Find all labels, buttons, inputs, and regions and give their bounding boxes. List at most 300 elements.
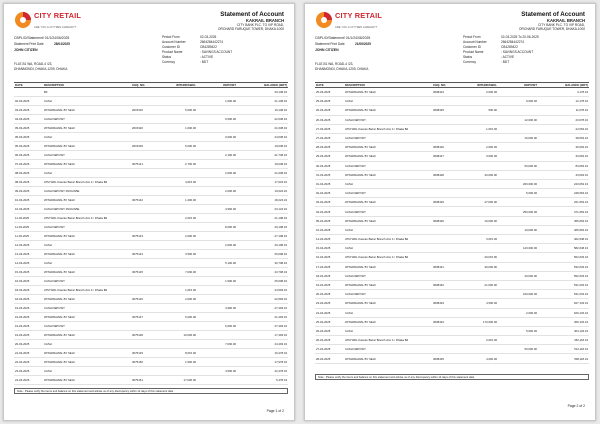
- cell-deposit: 9,000.00: [526, 99, 537, 104]
- branch-name: KAKRAIL BRANCH: [546, 18, 585, 23]
- cell-balance: 21,738.43: [274, 153, 287, 157]
- info-value: : BDT: [200, 59, 209, 64]
- cell-withdrawal: 30,000.00: [484, 264, 497, 269]
- info-label: Customer ID: [162, 44, 180, 49]
- cell-withdrawal: 17,000.00: [183, 378, 196, 382]
- info-row: [463, 60, 591, 65]
- cell-date: 28-03-2025: [316, 145, 331, 150]
- cell-date: 24-04-2025: [316, 310, 331, 315]
- cell-description: WITHDRAWAL BY SELF: [345, 264, 377, 269]
- cell-deposit: 1,900.00: [225, 279, 236, 283]
- info-label: Product Name: [162, 49, 183, 54]
- table-row: [315, 354, 589, 363]
- table-row: [315, 217, 589, 226]
- table-row: [315, 97, 589, 106]
- info-value: 02-03-2025 To 20-06-2025: [501, 35, 539, 39]
- table-row: [14, 178, 288, 187]
- city-retail-logo: [14, 11, 84, 31]
- cell-date: 27-04-2025: [316, 347, 331, 352]
- info-value: 21/06/2025: [355, 42, 371, 46]
- branch-address-line: CITY BANK PLC. TO VIP ROAD,: [237, 23, 284, 27]
- cell-description: WITHDRAWAL BY SELF: [44, 378, 76, 382]
- table-row: [14, 232, 288, 241]
- account-info-block: [162, 35, 290, 64]
- cell-withdrawal: 1,015.00: [486, 126, 497, 131]
- info-value: 2664284442274: [501, 39, 525, 44]
- logo-mark-icon: [315, 11, 333, 29]
- cell-balance: 17,493.43: [274, 333, 287, 337]
- cell-date: 10-04-2025: [316, 227, 331, 232]
- table-row: [14, 349, 288, 358]
- table-row: [14, 88, 288, 97]
- cell-balance: 471,663.43: [574, 209, 588, 214]
- cell-description: ATM WDL Kawran Bazar Branch Atm 1> Dhaka Bd: [345, 126, 409, 131]
- cell-description: WITHDRAWAL BY SELF: [44, 360, 76, 364]
- cell-date: 02-03-2025: [15, 99, 30, 103]
- cell-balance: 462,118.43: [574, 338, 588, 343]
- cell-description: CASH DEPOSIT: [44, 153, 65, 157]
- table-row: [14, 169, 288, 178]
- cell-description: CASH: [44, 261, 52, 265]
- cell-date: 03-04-2025: [316, 200, 331, 205]
- cell-deposit: 120,000.00: [523, 246, 537, 251]
- cell-balance: 36,663.43: [575, 145, 588, 150]
- cell-balance: 27,493.43: [274, 306, 287, 310]
- cell-description: CASH DEPOSIT: [44, 117, 65, 121]
- cell-balance: 16,478.43: [274, 351, 287, 355]
- cell-description: WITHDRAWAL BY SELF: [44, 108, 76, 112]
- table-row: [315, 253, 589, 262]
- cell-date: 23-03-2025: [15, 369, 30, 373]
- cell-balance: 562,633.43: [574, 255, 588, 260]
- cell-description: WITHDRAWAL BY SELF: [345, 154, 377, 159]
- cell-description: ATM WDL Kawran Bazar Branch Atm 1> Dhaka Bd: [345, 255, 409, 260]
- info-value: : BDT: [501, 59, 510, 64]
- cell-description: CASH DEPOSIT: [345, 117, 366, 122]
- cell-balance: 3,178.43: [577, 90, 588, 95]
- cell-description: CASH DEPOSIT: [44, 324, 65, 328]
- cell-deposit: 10,000.00: [524, 227, 537, 232]
- table-row: [14, 124, 288, 133]
- cell-balance: 19,638.43: [274, 144, 287, 148]
- cell-date: 04-04-2025: [316, 209, 331, 214]
- cell-description: CASH: [44, 369, 52, 373]
- cell-date: 19-03-2025: [15, 306, 30, 310]
- table-row: [315, 327, 589, 336]
- table-row: [315, 226, 589, 235]
- cell-balance: 629,133.43: [574, 310, 588, 315]
- info-value: : SAVINGS ACCOUNT: [501, 49, 534, 54]
- info-value: CB4289422: [200, 44, 217, 49]
- cell-date: 11-03-2025: [15, 225, 30, 229]
- table-row: [315, 281, 589, 290]
- table-row: [14, 376, 288, 385]
- table-row: [315, 106, 589, 115]
- cell-description: CASH DEPOSIT: [345, 292, 366, 297]
- cell-balance: 33,663.43: [575, 154, 588, 159]
- cell-withdrawal: 2,700.00: [185, 162, 196, 166]
- cell-balance: 23,708.43: [274, 270, 287, 274]
- cell-description: CASH DEPOSIT: [345, 209, 366, 214]
- table-row: [315, 235, 589, 244]
- cell-balance: 248,663.43: [574, 191, 588, 196]
- cell-withdrawal: 170,000.00: [483, 319, 497, 324]
- cell-cheque: 3075143: [132, 234, 143, 238]
- table-row: [315, 189, 589, 198]
- cell-cheque: 3608434: [433, 319, 444, 324]
- cell-description: WITHDRAWAL BY SELF: [44, 315, 76, 319]
- table-row: [315, 263, 589, 272]
- cell-date: 30-03-2025: [316, 163, 331, 168]
- cell-date: 09-03-2025: [15, 189, 30, 193]
- cell-deposit: 200,000.00: [523, 181, 537, 186]
- cell-withdrawal: 5,000.00: [185, 144, 196, 148]
- cell-date: 05-03-2025: [15, 144, 30, 148]
- cell-balance: 22,478.43: [274, 369, 287, 373]
- cell-withdrawal: 2,000.00: [486, 145, 497, 150]
- cell-deposit: 2,100.00: [225, 153, 236, 157]
- cell-date: 14-03-2025: [15, 261, 30, 265]
- cell-balance: 25,608.43: [274, 252, 287, 256]
- customer-address: [315, 62, 368, 72]
- table-row: [315, 336, 589, 345]
- col-header-cheque: CHQ. NO.: [433, 83, 447, 87]
- cell-deposit: 20,000.00: [524, 273, 537, 278]
- table-row: [315, 299, 589, 308]
- cell-balance: 221,663.43: [574, 200, 588, 205]
- table-row: [315, 272, 589, 281]
- col-header-balance: BALANCE (BDT): [565, 83, 588, 87]
- cell-deposit: 250,000.00: [523, 209, 537, 214]
- statement-note: Note : Please verify the items and balance on this statement and advise us of any discrepancy within 14 days of this statement date: [14, 388, 288, 394]
- cell-date: 22-03-2025: [15, 360, 30, 364]
- cell-date: 20-04-2025: [316, 292, 331, 297]
- cell-balance: 512,118.43: [574, 347, 588, 352]
- cell-cheque: 2615316: [132, 108, 143, 112]
- statement-reference: CBPL/O/Statement/ 01/1/24/06/2025: [14, 36, 70, 40]
- info-label: Status: [463, 54, 473, 59]
- cell-cheque: 3608425: [433, 108, 444, 113]
- cell-description: WITHDRAWAL BY SELF: [345, 301, 377, 306]
- cell-withdrawal: 40,000.00: [484, 172, 497, 177]
- table-row: [14, 340, 288, 349]
- cell-description: BF: [44, 90, 48, 94]
- page-number: Page 1 of 2: [266, 409, 284, 413]
- cell-description: ATM WDL Kawran Bazar Branch Atm 1> Dhaka Bd: [44, 216, 108, 220]
- cell-date: 26-04-2025: [316, 328, 331, 333]
- cell-deposit: 4,900.00: [225, 306, 236, 310]
- cell-deposit: 5,000.00: [526, 191, 537, 196]
- cell-deposit: 8,000.00: [225, 225, 236, 229]
- table-row: [315, 162, 589, 171]
- address-line: FLAT-B1 WA, ROAD-4 /23,: [315, 62, 354, 66]
- cell-withdrawal: 3,500.00: [185, 252, 196, 256]
- info-row: [14, 42, 144, 47]
- cell-balance: 531,633.43: [574, 283, 588, 288]
- cell-balance: 17,623.43: [274, 180, 287, 184]
- cell-balance: 464,133.43: [574, 328, 588, 333]
- info-label: Customer ID: [463, 44, 481, 49]
- cell-description: CASH DEPOSIT: [345, 136, 366, 141]
- cell-date: 21-03-2025: [15, 351, 30, 355]
- col-header-withdrawal: WITHDRAWAL: [176, 83, 196, 87]
- cell-deposit: 3,000.00: [225, 135, 236, 139]
- cell-description: WITHDRAWAL BY SELF: [44, 252, 76, 256]
- cell-date: 17-04-2025: [316, 264, 331, 269]
- cell-cheque: 3075151: [132, 378, 143, 382]
- info-label: Statement Print Date: [14, 42, 44, 46]
- cell-withdrawal: 7,000.00: [185, 270, 196, 274]
- logo-tagline: ARE YOU A CITYZEN ALREADY?: [335, 26, 378, 29]
- logo-text: CITY RETAIL: [335, 11, 383, 20]
- table-row: [14, 187, 288, 196]
- cell-balance: 43,663.43: [575, 172, 588, 177]
- col-header-date: DATE: [316, 83, 324, 87]
- cell-cheque: 3608424: [433, 90, 444, 95]
- cell-balance: 30,708.43: [274, 261, 287, 265]
- info-label: Currency: [162, 59, 175, 64]
- cell-description: WITHDRAWAL BY SELF: [345, 218, 377, 223]
- col-header-cheque: CHQ. NO.: [132, 83, 146, 87]
- cell-balance: 17,978.43: [274, 360, 287, 364]
- cell-balance: 631,633.43: [574, 292, 588, 297]
- branch-address-line: ORCHARD FARUQUE TOWER, DHAKA-1000: [218, 27, 284, 31]
- cell-cheque: 3608432: [433, 283, 444, 288]
- cell-cheque: 3608435: [433, 356, 444, 361]
- cell-date: 20-03-2025: [15, 342, 30, 346]
- cell-cheque: 3075149: [132, 351, 143, 355]
- table-row: [315, 116, 589, 125]
- cell-balance: 19,623.43: [274, 189, 287, 193]
- branch-address-line: ORCHARD FARUQUE TOWER, DHAKA-1000: [519, 27, 585, 31]
- cell-balance: 552,633.43: [574, 273, 588, 278]
- cell-date: 28-04-2025: [316, 356, 331, 361]
- info-label: Account Number: [463, 39, 487, 44]
- table-row: [14, 304, 288, 313]
- cell-deposit: 6,000.00: [225, 324, 236, 328]
- customer-address: [14, 62, 67, 72]
- cell-date: 18-04-2025: [316, 273, 331, 278]
- cell-withdrawal: 1,400.00: [185, 198, 196, 202]
- cell-date: 12-03-2025: [15, 243, 30, 247]
- cell-date: 26-03-2025: [316, 108, 331, 113]
- cell-withdrawal: 10,000.00: [183, 333, 196, 337]
- table-row: [315, 345, 589, 354]
- cell-balance: 27,493.43: [274, 324, 287, 328]
- cell-description: WITHDRAWAL BY SELF: [44, 144, 76, 148]
- cell-date: 08-03-2025: [15, 180, 30, 184]
- cell-cheque: 3608431: [433, 264, 444, 269]
- cell-description: CASH DEPOSIT: [44, 279, 65, 283]
- branch-block: [465, 11, 585, 31]
- info-label: Statement Print Date: [315, 42, 345, 46]
- cell-description: ATM WDL Kawran Bazar Branch Atm 1> Dhaka Bd: [345, 338, 409, 343]
- cell-description: ATM WDL Kawran Bazar Branch Atm 1> Dhaka Bd: [345, 237, 409, 242]
- table-row: [14, 259, 288, 268]
- cell-cheque: 3608428: [433, 172, 444, 177]
- account-info-block: [463, 35, 591, 64]
- cell-description: WITHDRAWAL BY SELF: [44, 162, 76, 166]
- cell-description: CASH: [345, 328, 353, 333]
- cell-balance: 16,138.43: [274, 108, 287, 112]
- print-date-block: [14, 42, 144, 47]
- cell-balance: 38,663.43: [575, 136, 588, 141]
- cell-balance: 27,108.43: [274, 234, 287, 238]
- table-body: [315, 88, 589, 364]
- cell-withdrawal: 3,000.00: [486, 154, 497, 159]
- cell-balance: 23,678.43: [575, 117, 588, 122]
- table-row: [14, 241, 288, 250]
- cell-date: 01-04-2025: [316, 181, 331, 186]
- cell-withdrawal: 2,000.00: [486, 90, 497, 95]
- cell-deposit: 2,000.00: [225, 243, 236, 247]
- info-row: [162, 60, 290, 65]
- table-row: [14, 286, 288, 295]
- cell-cheque: 2615329: [132, 144, 143, 148]
- cell-deposit: 4,500.00: [225, 369, 236, 373]
- table-row: [315, 134, 589, 143]
- cell-balance: 532,633.43: [574, 264, 588, 269]
- table-row: [14, 268, 288, 277]
- cell-cheque: 2615320: [132, 126, 143, 130]
- cell-cheque: 3608427: [433, 154, 444, 159]
- cell-description: WITHDRAWAL BY SELF: [44, 351, 76, 355]
- cell-cheque: 3608433: [433, 301, 444, 306]
- cell-deposit: 16,000.00: [524, 136, 537, 141]
- cell-description: CASH: [345, 246, 353, 251]
- cell-description: WITHDRAWAL BY SELF: [345, 145, 377, 150]
- table-row: [14, 115, 288, 124]
- table-row: [14, 196, 288, 205]
- table-row: [315, 318, 589, 327]
- cell-date: 07-03-2025: [15, 162, 30, 166]
- cell-balance: 243,663.43: [574, 181, 588, 186]
- cell-balance: 12,178.43: [575, 99, 588, 104]
- cell-deposit: 50,000.00: [524, 347, 537, 352]
- cell-description: CASH: [345, 181, 353, 186]
- cell-withdrawal: 500.00: [488, 108, 497, 113]
- cell-cheque: 3608426: [433, 145, 444, 150]
- cell-date: 29-03-2025: [316, 154, 331, 159]
- cell-date: 23-04-2025: [316, 301, 331, 306]
- cell-balance: 627,133.43: [574, 301, 588, 306]
- cell-date: 27-03-2025: [316, 126, 331, 131]
- cell-balance: 24,493.43: [274, 342, 287, 346]
- cell-balance: 21,493.43: [274, 315, 287, 319]
- branch-address-line: CITY BANK PLC. TO VIP ROAD,: [538, 23, 585, 27]
- cell-description: WITHDRAWAL BY SELF: [44, 270, 76, 274]
- col-header-date: DATE: [15, 83, 23, 87]
- cell-balance: 23,123.43: [274, 207, 287, 211]
- info-label: Account Number: [162, 39, 186, 44]
- cell-balance: 22,638.43: [274, 117, 287, 121]
- cell-description: CASH: [345, 310, 353, 315]
- cell-description: WITHDRAWAL BY SELF: [44, 198, 76, 202]
- cell-balance: 465,663.43: [574, 227, 588, 232]
- cell-cheque: 3075150: [132, 360, 143, 364]
- cell-balance: 582,648.43: [574, 246, 588, 251]
- cell-description: ATM WDL Kawran Bazar Branch Atm 1> Dhaka Bd: [44, 288, 108, 292]
- cell-date: 24-03-2025: [15, 378, 30, 382]
- logo-text: CITY RETAIL: [34, 11, 82, 20]
- address-line: DHANMONDI, DHAKA-1209, DHAKA: [14, 66, 68, 71]
- cell-date: 19-04-2025: [316, 283, 331, 288]
- cell-date: 14-04-2025: [316, 237, 331, 242]
- cell-description: WITHDRAWAL BY SELF: [345, 90, 377, 95]
- cell-deposit: 2,000.00: [225, 189, 236, 193]
- cell-deposit: 5,000.00: [526, 328, 537, 333]
- cell-balance: 21,638.43: [274, 171, 287, 175]
- branch-block: [164, 11, 284, 31]
- cell-withdrawal: 4,015.00: [185, 180, 196, 184]
- table-row: [14, 223, 288, 232]
- info-label: Product Name: [463, 49, 484, 54]
- cell-balance: 5,478.43: [276, 378, 287, 382]
- cell-description: WITHDRAWAL BY SELF: [44, 333, 76, 337]
- logo-mark-icon: [14, 11, 32, 29]
- cell-description: CASH: [44, 342, 52, 346]
- cell-description: WITHDRAWAL BY SELF: [345, 283, 377, 288]
- col-header-description: DESCRIPTION: [345, 83, 365, 87]
- cell-withdrawal: 1,015.00: [185, 288, 196, 292]
- table-row: [14, 205, 288, 214]
- page-number: Page 2 of 2: [567, 404, 585, 408]
- cell-deposit: 50,000.00: [524, 163, 537, 168]
- cell-description: CASH DEPOSIT: [345, 347, 366, 352]
- cell-cheque: 3075147: [132, 315, 143, 319]
- cell-withdrawal: 2,000.00: [185, 234, 196, 238]
- cell-deposit: 12,000.00: [524, 117, 537, 122]
- cell-date: 27-03-2025: [316, 136, 331, 141]
- info-label: Status: [162, 54, 172, 59]
- table-row: [14, 106, 288, 115]
- cell-description: WITHDRAWAL BY SELF: [345, 319, 377, 324]
- cell-date: 16-04-2025: [316, 255, 331, 260]
- cell-balance: 21,638.43: [274, 126, 287, 130]
- cell-description: CASH DEPOSIT: [345, 191, 366, 196]
- cell-deposit: 2,000.00: [526, 310, 537, 315]
- cell-date: 02-04-2025: [316, 191, 331, 196]
- cell-balance: 455,663.43: [574, 218, 588, 223]
- cell-balance: 22,593.43: [274, 297, 287, 301]
- cell-balance: 19,038.43: [274, 162, 287, 166]
- col-header-balance: BALANCE (BDT): [264, 83, 287, 87]
- table-row: [14, 97, 288, 106]
- table-row: [315, 290, 589, 299]
- cell-description: CASH: [345, 227, 353, 232]
- cell-description: WITHDRAWAL BY SELF: [44, 234, 76, 238]
- table-row: [14, 160, 288, 169]
- cell-date: 08-03-2025: [15, 171, 30, 175]
- col-header-deposit: DEPOSIT: [223, 83, 236, 87]
- cell-withdrawal: 6,000.00: [185, 315, 196, 319]
- statement-title: Statement of Account: [521, 11, 585, 18]
- cell-date: 25-04-2025: [316, 319, 331, 324]
- cell-withdrawal: 4,500.00: [486, 301, 497, 306]
- cell-date: 06-03-2025: [15, 153, 30, 157]
- info-label: Period From: [463, 35, 481, 39]
- cell-cheque: 3608429: [433, 200, 444, 205]
- cell-cheque: 3075145: [132, 270, 143, 274]
- cell-description: CASH DEPOSIT 4NOIAN5E: [44, 207, 80, 211]
- cell-date: 15-03-2025: [15, 270, 30, 274]
- table-row: [315, 143, 589, 152]
- table-row: [315, 125, 589, 134]
- table-row: [315, 309, 589, 318]
- cell-balance: 83,663.43: [575, 163, 588, 168]
- cell-date: 26-03-2025: [316, 117, 331, 122]
- cell-cheque: 3075141: [132, 162, 143, 166]
